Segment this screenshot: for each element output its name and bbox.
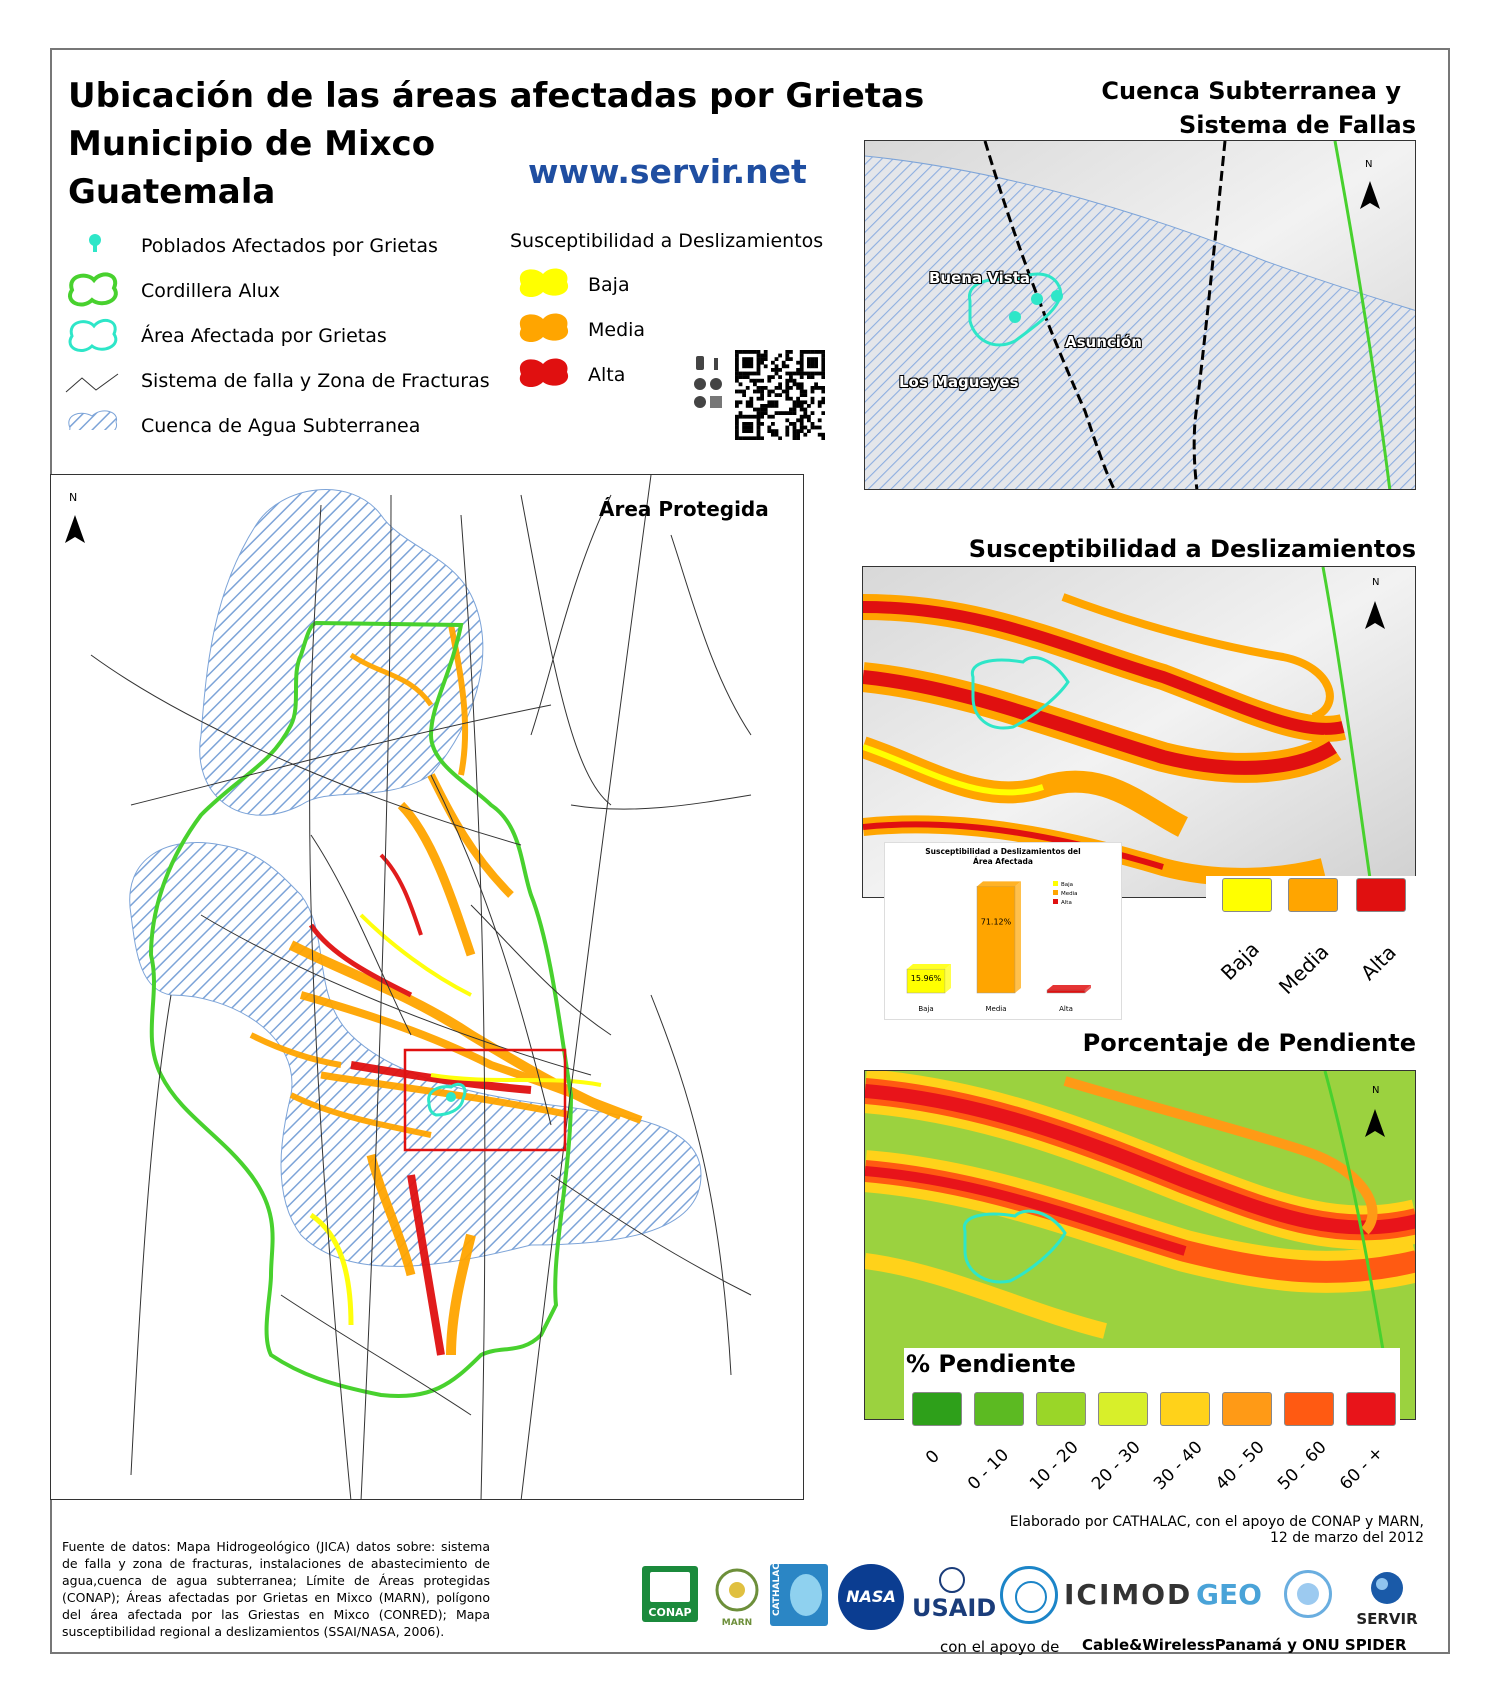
nasa-logo <box>838 1564 904 1630</box>
pendiente-swatch <box>1160 1392 1210 1426</box>
chart-legend-swatch <box>1053 899 1058 904</box>
inset1-map[interactable] <box>864 140 1416 490</box>
pendiente-swatch <box>1346 1392 1396 1426</box>
cathalac-logo <box>770 1564 828 1626</box>
baja-swatch <box>520 268 568 297</box>
title-line3: Guatemala <box>68 172 276 212</box>
un-logo <box>1284 1570 1332 1618</box>
bar-category-label: Baja <box>918 1005 934 1013</box>
main-map[interactable] <box>50 474 804 1500</box>
bar-category-label: Media <box>985 1005 1007 1013</box>
affected-area-symbol <box>70 320 116 350</box>
chart-title-line2: Área Afectada <box>973 857 1033 866</box>
chart-legend-label: Alta <box>1061 900 1072 906</box>
chart-legend-swatch <box>1053 881 1058 886</box>
support-partner: Cable&WirelessPanamá y ONU SPIDER <box>1082 1636 1407 1654</box>
main-map-canvas <box>51 475 804 1500</box>
pendiente-class-label: 0 - 10 <box>964 1445 1014 1495</box>
bar-data-label: 15.96% <box>910 974 942 984</box>
usaid-logo-text: USAID <box>912 1594 997 1622</box>
inset2-swatch-baja <box>1222 878 1272 912</box>
servir-logo <box>1352 1566 1422 1630</box>
pendiente-swatch <box>1098 1392 1148 1426</box>
inset2-label-alta: Alta <box>1356 940 1401 985</box>
chart-legend-label: Media <box>1061 891 1078 897</box>
north-arrow-icon <box>65 515 85 543</box>
qr-code[interactable] <box>735 350 825 440</box>
pendiente-class-label: 30 - 40 <box>1150 1437 1207 1495</box>
pendiente-class-label: 20 - 30 <box>1088 1437 1145 1495</box>
credits-line1: Elaborado por CATHALAC, con el apoyo de CONAP y MARN, <box>1009 1514 1424 1530</box>
north-label: N <box>69 491 78 504</box>
legend-symbols <box>62 230 122 430</box>
pendiente-swatch <box>1284 1392 1334 1426</box>
chart-title-line1: Susceptibilidad a Deslizamientos del <box>925 847 1081 856</box>
place-los-magueyes: Los Magueyes <box>899 373 1019 391</box>
bar-chart-canvas <box>885 843 1121 1019</box>
inset3-title: Porcentaje de Pendiente <box>1082 1029 1416 1057</box>
legend-item-affected-towns: Poblados Afectados por Grietas <box>141 235 438 257</box>
inset1-canvas <box>865 141 1416 490</box>
pendiente-legend-title: % Pendiente <box>906 1350 1076 1378</box>
legend-item-cordillera: Cordillera Alux <box>141 280 281 302</box>
website-link[interactable]: www.servir.net <box>528 152 807 191</box>
legend-alta: Alta <box>588 364 626 386</box>
conap-logo-text: CONAP <box>648 1606 692 1619</box>
media-swatch <box>520 313 568 342</box>
village-pin <box>446 1092 456 1102</box>
alta-swatch <box>520 358 568 387</box>
place-buena-vista: Buena Vista <box>929 269 1031 287</box>
susceptibility-legend-title: Susceptibilidad a Deslizamientos <box>510 230 824 252</box>
credits <box>804 1514 1424 1546</box>
place-asuncion: Asunción <box>1065 333 1142 351</box>
aquifer-north <box>200 490 483 816</box>
legend-item-affected-area: Área Afectada por Grietas <box>141 325 387 347</box>
pendiente-class-label: 0 <box>922 1446 944 1469</box>
legend-media: Media <box>588 319 646 341</box>
legend-item-fault-system: Sistema de falla y Zona de Fracturas <box>141 370 490 392</box>
protected-area-label: Área Protegida <box>599 497 769 521</box>
inset2-label-media: Media <box>1274 939 1334 999</box>
bar-alta <box>1047 985 1091 993</box>
legend-baja: Baja <box>588 274 630 296</box>
device-icons <box>692 354 732 414</box>
susceptibility-chart <box>884 842 1122 1020</box>
inset2-label-baja: Baja <box>1216 937 1264 985</box>
inset1-title-line1: Cuenca Subterranea y <box>1101 77 1401 105</box>
conap-logo <box>642 1566 698 1622</box>
marn-logo-text: MARN <box>721 1618 753 1628</box>
servir-logo-text: SERVIR <box>1356 1610 1418 1628</box>
bar-media <box>977 881 1021 993</box>
title-line1: Ubicación de las áreas afectadas por Grietas <box>68 76 925 116</box>
nasa-logo-text: NASA <box>846 1587 896 1606</box>
data-source-note: Fuente de datos: Mapa Hidrogeológico (JICA) datos sobre: sistema de falla y zona de fracturas, instalaciones de abastecimiento de agua,cuenca de agua subterranea; Límite de Áreas protegidas (CONAP); Áreas afectadas por Grietas en Mixco (MARN), polígono del área afectada por las Griestas en Mixco (CONRED); Mapa susceptibilidad regional a deslizamientos (SSAI/NASA, 2006). <box>62 1539 490 1639</box>
cathalac-logo-text: CATHALAC <box>772 1563 782 1616</box>
chart-legend-swatch <box>1053 890 1058 895</box>
usaid-logo <box>912 1566 997 1632</box>
pendiente-class-label: 60 - + <box>1336 1442 1388 1495</box>
inset1-north: N <box>1365 159 1373 170</box>
aquifer-symbol <box>69 411 117 430</box>
pendiente-class-label: 40 - 50 <box>1212 1437 1269 1495</box>
pendiente-swatch <box>912 1392 962 1426</box>
pin-icon <box>89 234 101 252</box>
inset3-north: N <box>1372 1085 1380 1096</box>
fault-symbol <box>66 374 118 392</box>
pendiente-class-label: 50 - 60 <box>1274 1437 1331 1495</box>
pendiente-class-label: 10 - 20 <box>1026 1437 1083 1495</box>
inset2-swatch-media <box>1288 878 1338 912</box>
title-line2: Municipio de Mixco <box>68 124 436 164</box>
susceptibility-symbols <box>515 262 575 402</box>
icimod-logo: ICIMOD <box>1064 1578 1193 1611</box>
inset2-title: Susceptibilidad a Deslizamientos <box>968 535 1416 563</box>
inset2-swatch-alta <box>1356 878 1406 912</box>
bar-category-label: Alta <box>1059 1005 1073 1013</box>
pendiente-swatch <box>1036 1392 1086 1426</box>
marn-logo <box>708 1566 766 1626</box>
inset1-title <box>1016 74 1416 142</box>
inset1-title-line2: Sistema de Fallas <box>1178 111 1416 139</box>
bar-data-label: 71.12% <box>980 917 1012 927</box>
map-title <box>68 72 924 216</box>
legend-item-aquifer: Cuenca de Agua Subterranea <box>141 415 421 437</box>
chart-legend-label: Baja <box>1061 882 1074 888</box>
cordillera-symbol <box>70 274 116 304</box>
support-prefix: con el apoyo de <box>940 1638 1060 1656</box>
onu-spider-logo <box>1000 1566 1058 1624</box>
inset2-north: N <box>1372 577 1380 588</box>
credits-line2: 12 de marzo del 2012 <box>1269 1530 1424 1546</box>
pendiente-swatch <box>974 1392 1024 1426</box>
pendiente-swatch <box>1222 1392 1272 1426</box>
geo-logo: GEO <box>1196 1578 1262 1611</box>
